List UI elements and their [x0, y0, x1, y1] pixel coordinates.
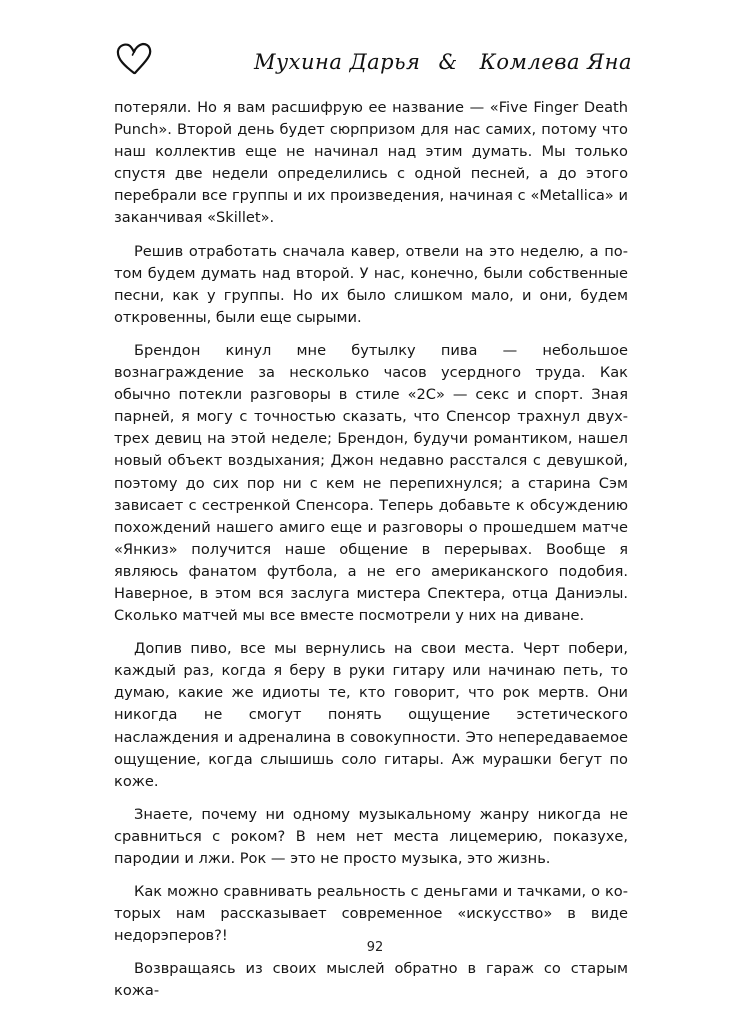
- page-header: [112, 40, 632, 90]
- paragraph: Решив отработать сначала кавер, отвели на это неделю, а потом будем думать над второй. У нас, конечно, были собственные песни, как у группы. Но их было слишком мало, и они, будем откровенны, были еще сырыми.: [114, 242, 628, 326]
- heart-outline-icon: [115, 42, 153, 76]
- paragraph: Допив пиво, все мы вернулись на свои места. Черт побери, каждый раз, когда я беру в руки гитару или начинаю петь, то думаю, какие же идиоты те, кто говорит, что рок мертв. Они никогда не смогут понять ощущение эстетического наслаждения и адреналина в совокупности. Это непередаваемое ощущение, когда слышишь соло гитары. Аж мурашки бегут по коже.: [114, 640, 628, 790]
- paragraph: Возвращаясь из своих мыслей обратно в гараж со старым кожа-: [114, 960, 628, 1000]
- authors-line: [254, 50, 632, 74]
- page-number: 92: [366, 940, 384, 955]
- paragraph: потеряли. Но я вам расшифрую ее название — «Five Finger Death Punch». Второй день будет сюрпризом для нас самих, потому что наш коллектив еще не начинал над этим думать. Мы только спустя две недели определились с одной песней, а до этого перебрали все группы и их произведения, начиная с «Metallica» и заканчивая «Skillet».: [114, 99, 628, 227]
- author-name-2: Комлева Яна: [479, 50, 632, 74]
- paragraph: Брендон кинул мне бутылку пива — небольшое вознаграждение за несколько часов усердного труда. Как обычно потекли разговоры в стиле «2С» — секс и спорт. Зная парней, я могу с точностью сказать, что Спенсор трахнул двух-трех девиц на этой неделе; Брендон, будучи романтиком, нашел новый объект воздыхания; Джон недавно расстался с девушкой, поэтому до сих пор ни с кем не перепихнулся; а старина Сэм зависает с сестренкой Спенсора. Теперь добавьте к обсуждению похождений нашего амиго еще и разговоры о прошедшем матче «Янкиз» получится наше общение в перерывах. Вообще я являюсь фанатом футбола, а не его американского подобия. Наверное, в этом вся заслуга мистера Спектера, отца Даниэлы. Сколько матчей мы все вместе посмотрели у них на диване.: [114, 341, 628, 625]
- author-name-1: Мухина Дарья: [254, 50, 421, 74]
- body-text: [114, 97, 628, 1014]
- paragraph: Знаете, почему ни одному музыкальному жанру никогда не сравниться с роком? В нем нет места лицемерию, показухе, пародии и лжи. Рок — это не просто музыка, это жизнь.: [114, 805, 628, 867]
- paragraph: Как можно сравнивать реальность с деньгами и тачками, о которых нам рассказывает современное «искусство» в виде недорэперов?!: [114, 883, 628, 945]
- ampersand: &: [438, 50, 458, 74]
